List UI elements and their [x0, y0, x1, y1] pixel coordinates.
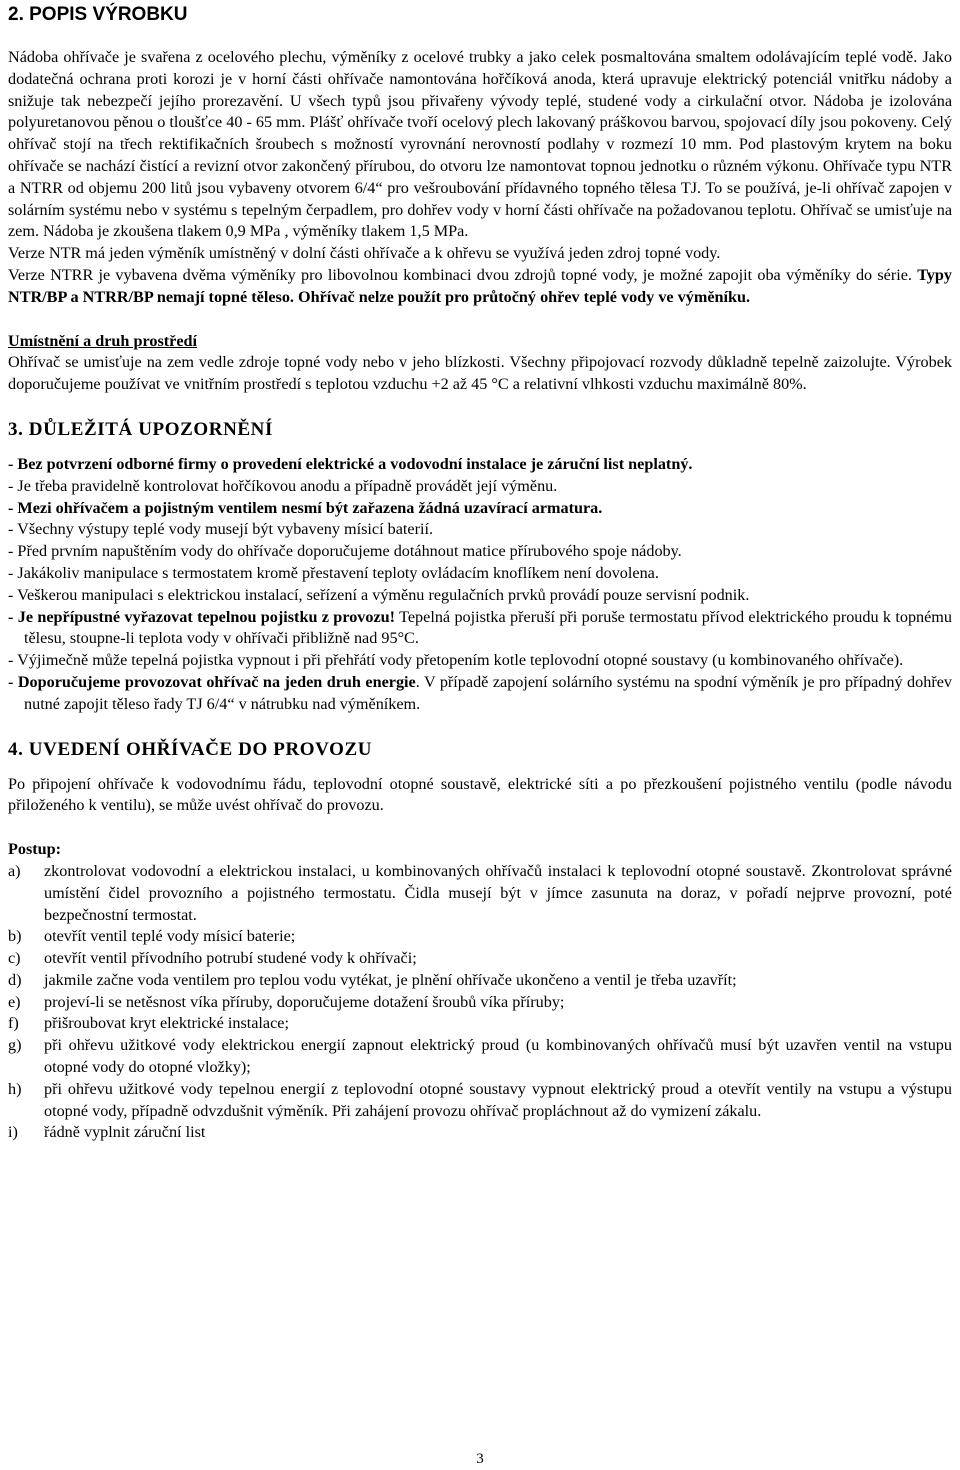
paragraph-3-normal: Verze NTRR je vybavena dvěma výměníky pro libovolnou kombinaci dvou zdrojů topné vody, je možné zapojit oba výměníky do série.: [8, 265, 918, 284]
section-2-paragraph-1: Nádoba ohřívače je svařena z ocelového plechu, výměníky z ocelové trubky a jako celek posmaltována smaltem odolávajícím teplé vodě. Jako dodatečná ochrana proti korozi je v horní části ohřívače namontována hořčíková anoda, která upravuje elektrický potenciál vnitřku nádoby a snižuje tak nebezpečí jejího prorezavění. U všech typů jsou přivařeny vývody teplé, studené vody a cirkulační otvor. Nádoba je izolována polyuretanovou pěnou o tloušťce 40 - 65 mm. Plášť ohřívače tvoří ocelový plech lakovaný práškovou barvou, spojovací díly jsou pokoveny. Celý ohřívač stojí na třech rektifikačních šroubech s možností vyrovnání nerovností podlahy v rozmezí 10 mm. Pod plastovým krytem na boku ohřívače se nachází čistící a revizní otvor zakončený přírubou, do otvoru lze namontovat topnou jednotku o různém výkonu. Ohřívače typu NTR a NTRR od objemu 200 litů jsou vybaveny otvorem 6/4“ pro vešroubování přídavného topného tělesa TJ. To se používá, je-li ohřívač zapojen v solárním systému nebo v systému s tepelným čerpadlem, pro dohřev vody v horní části ohřívače na požadovanou teplotu. Ohřívač se umisťuje na zem. Nádoba je zkoušena tlakem 0,9 MPa , výměníky tlakem 1,5 MPa.: [8, 48, 952, 241]
procedure-step: g) při ohřevu užitkové vody elektrickou energií zapnout elektrický proud (u kombinovaných ohřívačů musí být uzavřen ventil na vstupu otopné vody do otopné vložky);: [8, 1036, 952, 1077]
paragraph-3-bold: Typy NTR/BP a NTRR/BP nemají topné těleso. Ohřívač nelze použít pro průtočný ohřev teplé vody ve výměníku.: [8, 265, 952, 306]
warning-item: - Veškerou manipulaci s elektrickou instalací, seřízení a výměnu regulačních prvků provádí pouze servisní podnik.: [8, 585, 750, 604]
placement-heading: Umístnění a druh prostředí: [8, 331, 198, 350]
procedure-step: f) přišroubovat kryt elektrické instalace;: [8, 1014, 289, 1033]
procedure-step: a) zkontrolovat vodovodní a elektrickou instalaci, u kombinovaných ohřívačů instalaci k teplovodní otopné soustavě. Zkontrolovat správné umístění čidel provozního a pojistného termostatu. Čidla musejí být v jímce zasunuta na doraz, v pořadí nejprve provozní, poté bezpečnostní termostat.: [8, 861, 952, 924]
warning-item: - Je třeba pravidelně kontrolovat hořčíkovou anodu a případně provádět její výměnu.: [8, 476, 558, 495]
warning-item: - Bez potvrzení odborné firmy o provedení elektrické a vodovodní instalace je záruční list neplatný.: [8, 454, 693, 473]
warning-item: - Všechny výstupy teplé vody musejí být vybaveny mísicí baterií.: [8, 520, 434, 539]
section-2-paragraph-3: [8, 265, 952, 309]
section-3-title: 3. DŮLEŽITÁ UPOZORNĚNÍ: [8, 418, 273, 440]
section-4-title: 4. UVEDENÍ OHŘÍVAČE DO PROVOZU: [8, 738, 373, 760]
page-number: 3: [476, 1451, 484, 1467]
warning-item: - Před prvním napuštěním vody do ohřívače doporučujeme dotáhnout matice přírubového spoje nádoby.: [8, 542, 682, 561]
warning-item: - Doporučujeme provozovat ohřívač na jeden druh energie. V případě zapojení solárního systému na spodní výměník je pro případný dohřev nutné zapojit těleso řady TJ 6/4“ v nátrubku nad výměníkem.: [8, 672, 952, 713]
procedure-steps: [8, 861, 952, 1144]
procedure-step: b) otevřít ventil teplé vody mísicí baterie;: [8, 927, 296, 946]
section-2-title: 2. POPIS VÝROBKU: [8, 4, 188, 25]
procedure-step: e) projeví-li se netěsnost víka příruby, doporučujeme dotažení šroubů víka příruby;: [8, 992, 565, 1011]
placement-text: Ohřívač se umisťuje na zem vedle zdroje topné vody nebo v jeho blízkosti. Všechny připojovací rozvody důkladně tepelně zaizolujte. Výrobek doporučujeme používat ve vnitřním prostředí s teplotou vzduchu +2 až 45 °C a relativní vlhkosti vzduchu maximálně 80%.: [8, 353, 952, 394]
section-4-intro: Po připojení ohřívače k vodovodnímu řádu, teplovodní otopné soustavě, elektrické síti a po přezkoušení pojistného ventilu (podle návodu přiloženého k ventilu), se může uvést ohřívač do provozu.: [8, 774, 952, 815]
section-2-paragraph-2: Verze NTR má jeden výměník umístněný v dolní části ohřívače a k ohřevu se využívá jeden zdroj topné vody.: [8, 244, 721, 263]
procedure-heading: Postup:: [8, 840, 62, 859]
procedure-step: c) otevřít ventil přívodního potrubí studené vody k ohřívači;: [8, 949, 417, 968]
warnings-list: [8, 454, 952, 716]
warning-item: - Je nepřípustné vyřazovat tepelnou pojistku z provozu! Tepelná pojistka přeruší při poruše termostatu přívod elektrického proudu k topnému tělesu, stoupne-li teplota vody v ohřívači přibližně nad 95°C.: [8, 607, 952, 648]
warning-item: - Mezi ohřívačem a pojistným ventilem nesmí být zařazena žádná uzavírací armatura.: [8, 498, 603, 517]
procedure-step: i) řádně vyplnit záruční list: [8, 1123, 206, 1142]
warning-item: - Jakákoliv manipulace s termostatem kromě přestavení teploty ovládacím knoflíkem není dovolena.: [8, 563, 659, 582]
procedure-step: h) při ohřevu užitkové vody tepelnou energií z teplovodní otopné soustavy vypnout elektrický proud a otevřít ventily na vstupu a výstupu otopné vody, případně odvzdušnit výměník. Při zahájení provozu ohřívač propláchnout až do vymizení zákalu.: [8, 1079, 952, 1120]
warning-item: - Výjimečně může tepelná pojistka vypnout i při přehřátí vody přetopením kotle teplovodní otopné soustavy (u kombinovaného ohřívače).: [8, 651, 904, 670]
document-page: [0, 3, 960, 1470]
procedure-step: d) jakmile začne voda ventilem pro teplou vodu vytékat, je plnění ohřívače ukončeno a ventil je třeba uzavřít;: [8, 970, 737, 989]
